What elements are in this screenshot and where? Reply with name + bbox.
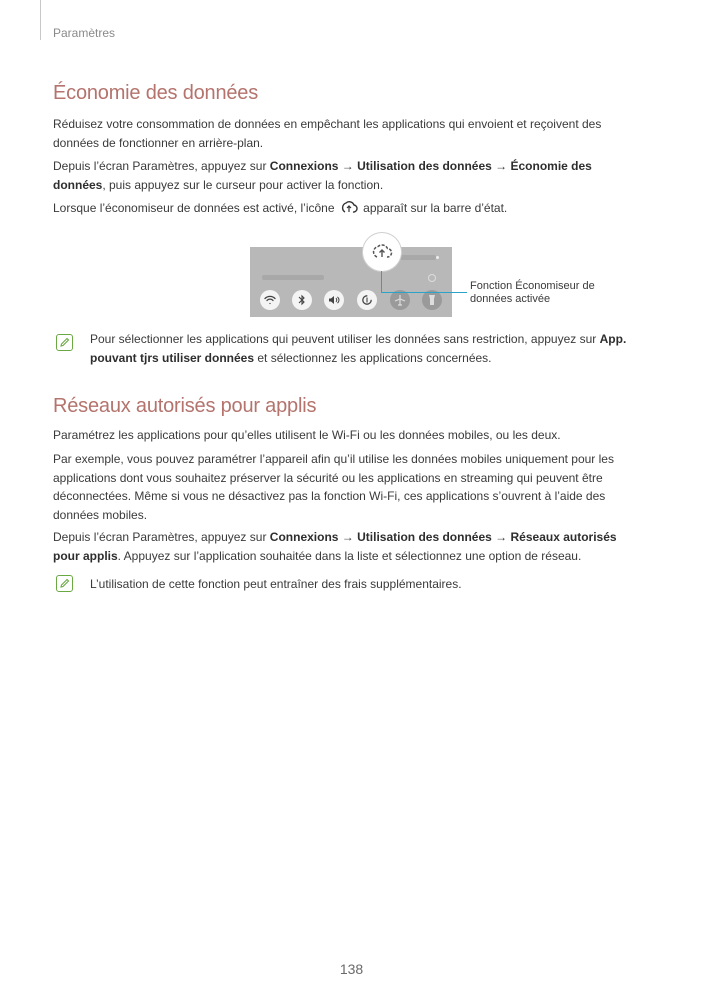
margin-rule — [40, 0, 41, 40]
arrow: → — [338, 530, 358, 544]
text: , puis appuyez sur le curseur pour activer la fonction. — [102, 177, 384, 192]
text: Lorsque l’économiseur de données est activé, l’icône — [53, 201, 338, 215]
quick-panel-screenshot — [250, 247, 452, 317]
data-saver-icon — [357, 290, 377, 310]
text: Depuis l’écran Paramètres, appuyez sur — [53, 530, 270, 544]
running-header: Paramètres — [53, 26, 116, 40]
section-title-data-saver: Économie des données — [53, 82, 259, 104]
arrow: → — [491, 530, 511, 544]
sound-icon — [324, 290, 344, 310]
data-saver-icon — [363, 233, 401, 271]
note-pencil-icon — [56, 575, 73, 592]
menu-path-data-saver: Économie des données — [53, 159, 592, 192]
callout-line — [381, 271, 382, 293]
paragraph-instructions — [53, 528, 643, 565]
status-dot — [436, 256, 439, 259]
callout-line — [381, 292, 467, 293]
note-pencil-icon — [56, 334, 73, 351]
paragraph-intro: Réduisez votre consommation de données en empêchant les applications qui envoient et reçoivent des données de fonctionner en arrière-plan. — [53, 117, 602, 150]
data-saver-icon — [339, 199, 359, 217]
blurred-text — [400, 255, 436, 260]
blurred-text — [262, 275, 324, 280]
section-title-allowed-networks: Réseaux autorisés pour applis — [53, 395, 317, 417]
text: apparaît sur la barre d’état. — [359, 201, 508, 215]
paragraph-instructions — [53, 157, 643, 194]
page-number: 138 — [339, 961, 364, 977]
note-unrestricted-apps — [90, 330, 650, 367]
airplane-icon — [390, 290, 410, 310]
text: Pour sélectionner les applications qui peuvent utiliser les données sans restriction, appuyez sur — [90, 332, 600, 346]
note-extra-charges: L’utilisation de cette fonction peut entraîner des frais supplémentaires. — [90, 577, 462, 591]
menu-path-data-usage: Utilisation des données — [357, 159, 492, 173]
flashlight-icon — [422, 290, 442, 310]
arrow: → — [338, 159, 358, 173]
menu-path-data-usage: Utilisation des données — [357, 530, 492, 544]
paragraph-example: Par exemple, vous pouvez paramétrer l’appareil afin qu’il utilise les données mobiles uniquement pour les applications dont vous souhaitez préserver la sécurité ou les applications en streaming qui peuvent être déconnectées. Même si vous ne désactivez pas la fonction Wi-Fi, ces applications s’ouvrent à l’aide des données mobiles. — [53, 452, 614, 522]
menu-path-unrestricted-apps: App. pouvant tjrs utiliser données — [90, 332, 627, 365]
text: et sélectionnez les applications concernées. — [254, 350, 492, 365]
text: Depuis l’écran Paramètres, appuyez sur — [53, 159, 270, 173]
arrow: → — [491, 159, 511, 173]
paragraph-intro: Paramétrez les applications pour qu’elles utilisent le Wi-Fi ou les données mobiles, ou les deux. — [53, 428, 561, 442]
paragraph-status-icon — [53, 199, 643, 218]
menu-path-allowed-networks: Réseaux autorisés pour applis — [53, 530, 617, 563]
text: . Appuyez sur l’application souhaitée dans la liste et sélectionnez une option de réseau. — [117, 548, 582, 563]
menu-path-connexions: Connexions — [269, 159, 339, 173]
wifi-icon — [260, 290, 280, 310]
menu-path-connexions: Connexions — [269, 530, 339, 544]
bluetooth-icon — [292, 290, 312, 310]
gear-icon — [428, 274, 436, 282]
callout-label: Fonction Économiseur de données activée — [470, 280, 595, 305]
